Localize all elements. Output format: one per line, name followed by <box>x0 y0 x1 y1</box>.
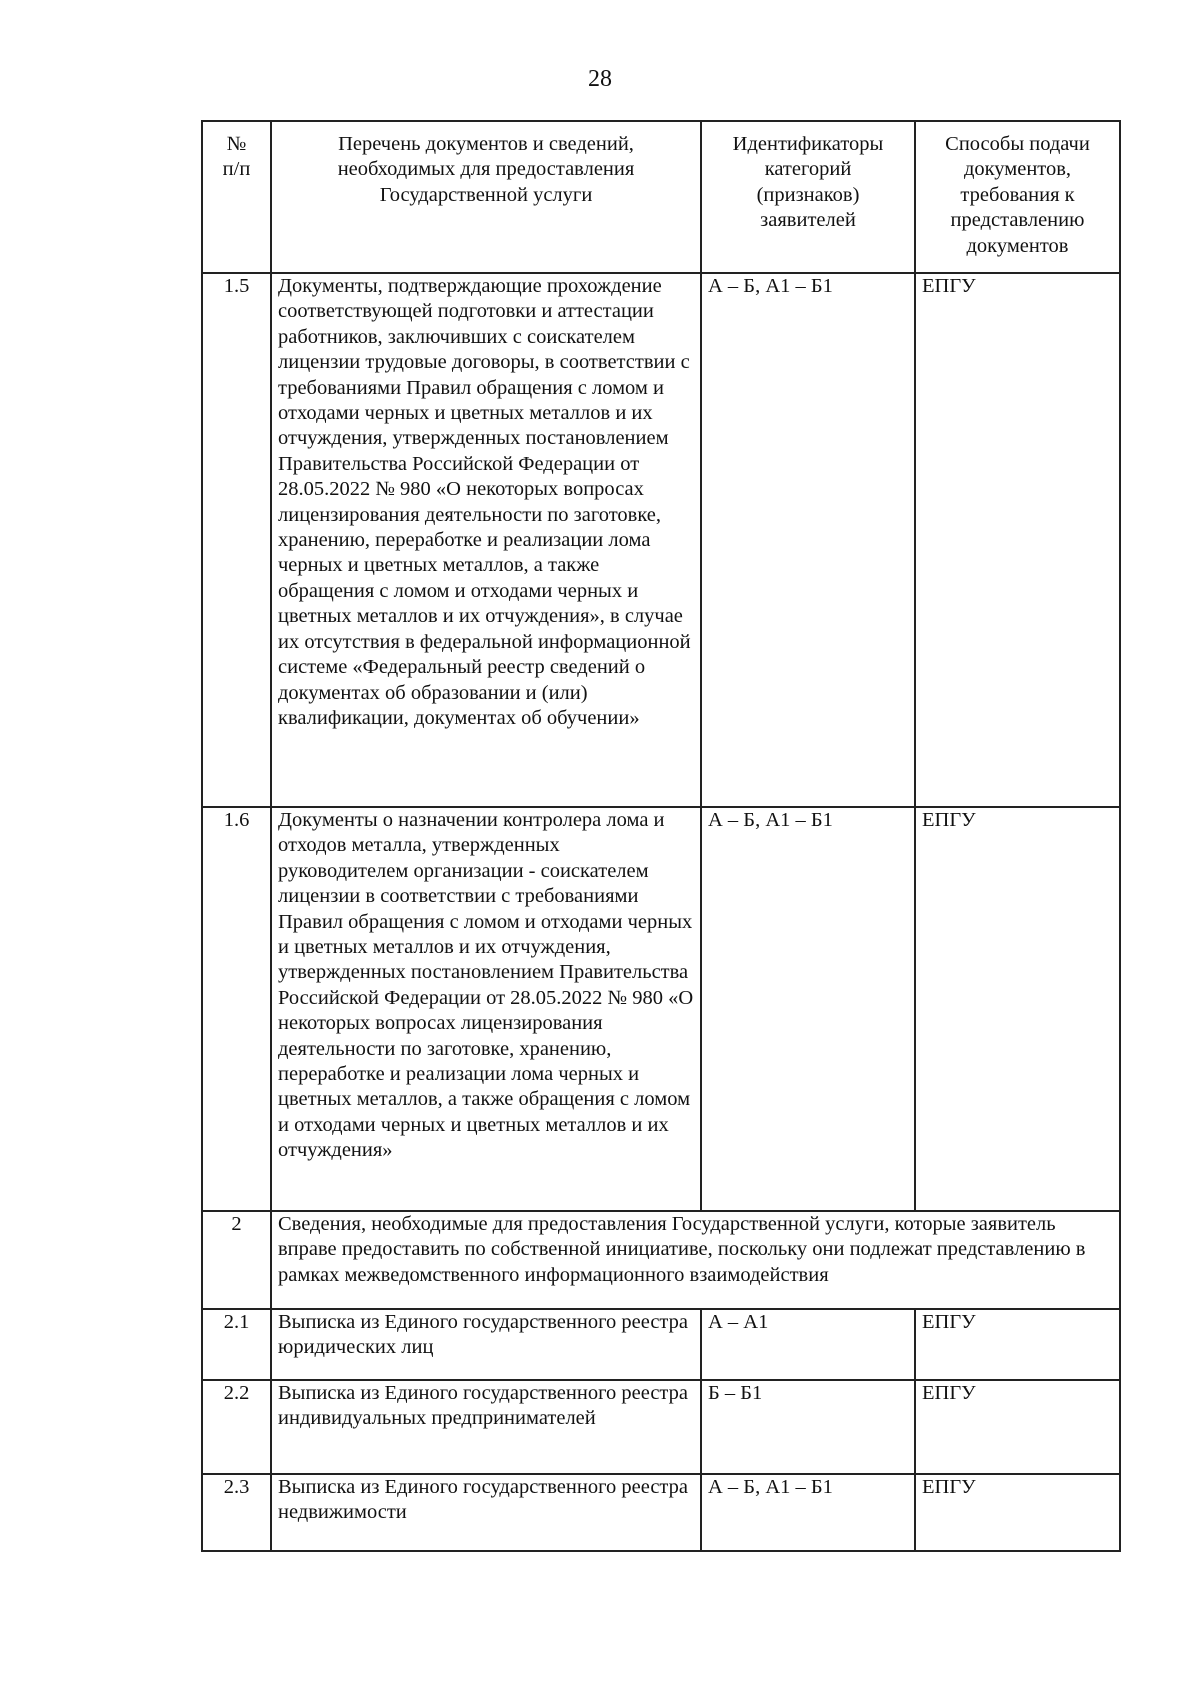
row-document-text: Выписка из Единого государственного реестра юридических лиц <box>271 1309 701 1380</box>
row-number: 2.2 <box>202 1380 271 1474</box>
row-identifiers: А – Б, А1 – Б1 <box>701 1474 915 1551</box>
row-document-text: Документы, подтверждающие прохождение соответствующей подготовки и аттестации работников, заключивших с соискателем лицензии трудовые договоры, в соответствии с требованиями Правил обращения с ломом и отходами черных и цветных металлов и их отчуждения, утвержденных постановлением Правительства Российской Федерации от 28.05.2022 № 980 «О некоторых вопросах лицензирования деятельности по заготовке, хранению, переработке и реализации лома черных и цветных металлов, а также обращения с ломом и отходами черных и цветных металлов и их отчуждения», в случае их отсутствия в федеральной информационной системе «Федеральный реестр сведений о документах об образовании и (или) квалификации, документах об обучении» <box>271 273 701 807</box>
row-document-text: Документы о назначении контролера лома и отходов металла, утвержденных руководителем организации - соискателем лицензии в соответствии с требованиями Правил обращения с ломом и отходами черных и цветных металлов и их отчуждения, утвержденных постановлением Правительства Российской Федерации от 28.05.2022 № 980 «О некоторых вопросах лицензирования деятельности по заготовке, хранению, переработке и реализации лома черных и цветных металлов, а также обращения с ломом и отходами черных и цветных металлов и их отчуждения» <box>271 807 701 1211</box>
row-document-text: Выписка из Единого государственного реестра индивидуальных предпринимателей <box>271 1380 701 1474</box>
header-documents: Перечень документов и сведений, необходимых для предоставления Государственной услуги <box>271 121 701 273</box>
row-number: 2 <box>202 1211 271 1309</box>
row-method: ЕПГУ <box>915 807 1120 1211</box>
table-row <box>202 807 1120 1211</box>
row-number: 2.3 <box>202 1474 271 1551</box>
row-number: 1.5 <box>202 273 271 807</box>
row-identifiers: Б – Б1 <box>701 1380 915 1474</box>
section-description: Сведения, необходимые для предоставления Государственной услуги, которые заявитель вправе предоставить по собственной инициативе, поскольку они подлежат представлению в рамках межведомственного информационного взаимодействия <box>271 1211 1120 1309</box>
table-section-row <box>202 1211 1120 1309</box>
table-row <box>202 1474 1120 1551</box>
row-document-text: Выписка из Единого государственного реестра недвижимости <box>271 1474 701 1551</box>
table-header-row <box>202 121 1120 273</box>
row-number: 1.6 <box>202 807 271 1211</box>
row-method: ЕПГУ <box>915 1474 1120 1551</box>
table-row <box>202 1309 1120 1380</box>
row-method: ЕПГУ <box>915 1380 1120 1474</box>
row-method: ЕПГУ <box>915 273 1120 807</box>
table-row <box>202 1380 1120 1474</box>
row-identifiers: А – А1 <box>701 1309 915 1380</box>
header-methods: Способы подачи документов, требования к представлению документов <box>915 121 1120 273</box>
documents-table <box>201 120 1121 1552</box>
header-identifiers: Идентификаторы категорий (признаков) заявителей <box>701 121 915 273</box>
row-identifiers: А – Б, А1 – Б1 <box>701 807 915 1211</box>
row-identifiers: А – Б, А1 – Б1 <box>701 273 915 807</box>
page-number: 28 <box>588 66 612 92</box>
row-method: ЕПГУ <box>915 1309 1120 1380</box>
row-number: 2.1 <box>202 1309 271 1380</box>
table-row <box>202 273 1120 807</box>
header-num: № п/п <box>202 121 271 273</box>
